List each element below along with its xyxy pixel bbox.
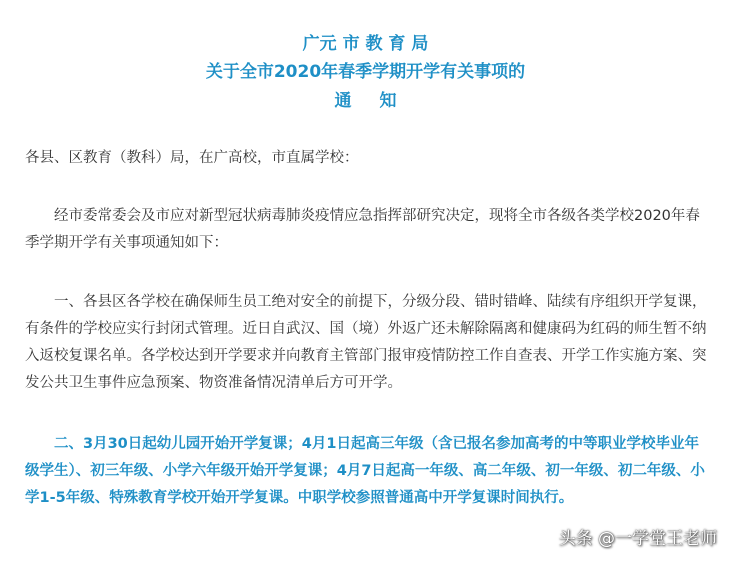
issuing-authority: 广元 市 教 育 局 <box>302 34 429 54</box>
salutation: 各县、区教育（教科）局，在广高校，市直属学校： <box>25 150 359 166</box>
intro-paragraph: 经市委常委会及市应对新型冠状病毒肺炎疫情应急指挥部研究决定，现将全市各级各类学校2020年春季学期开学有关事项通知如下： <box>25 208 700 251</box>
item-one-paragraph: 一、各县区各学校在确保师生员工绝对安全的前提下，分级分段、错时错峰、陆续有序组织开学复课，有条件的学校应实行封闭式管理。近日自武汉、国（境）外返广还未解除隔离和健康码为红码的师生暂不纳入返校复课名单。各学校达到开学要求并向教育主管部门报审疫情防控工作自查表、开学工作实施方案、突发公共卫生事件应急预案、物资准备情况清单后方可开学。 <box>25 294 707 391</box>
item-two-paragraph: 二、3月30日起幼儿园开始开学复课；4月1日起高三年级（含已报名参加高考的中等职业学校毕业年级学生）、初三年级、小学六年级开始开学复课；4月7日起高一年级、高二年级、初一年级、初二年级、小学1-5年级、特殊教育学校开始开学复课。中职学校参照普通高中开学复课时间执行。 <box>25 436 705 506</box>
notice-subject: 关于全市2020年春季学期开学有关事项的 <box>205 62 526 82</box>
notice-type: 通知 <box>334 91 425 111</box>
source-watermark: 头条 @一学堂王老师 <box>558 529 717 549</box>
